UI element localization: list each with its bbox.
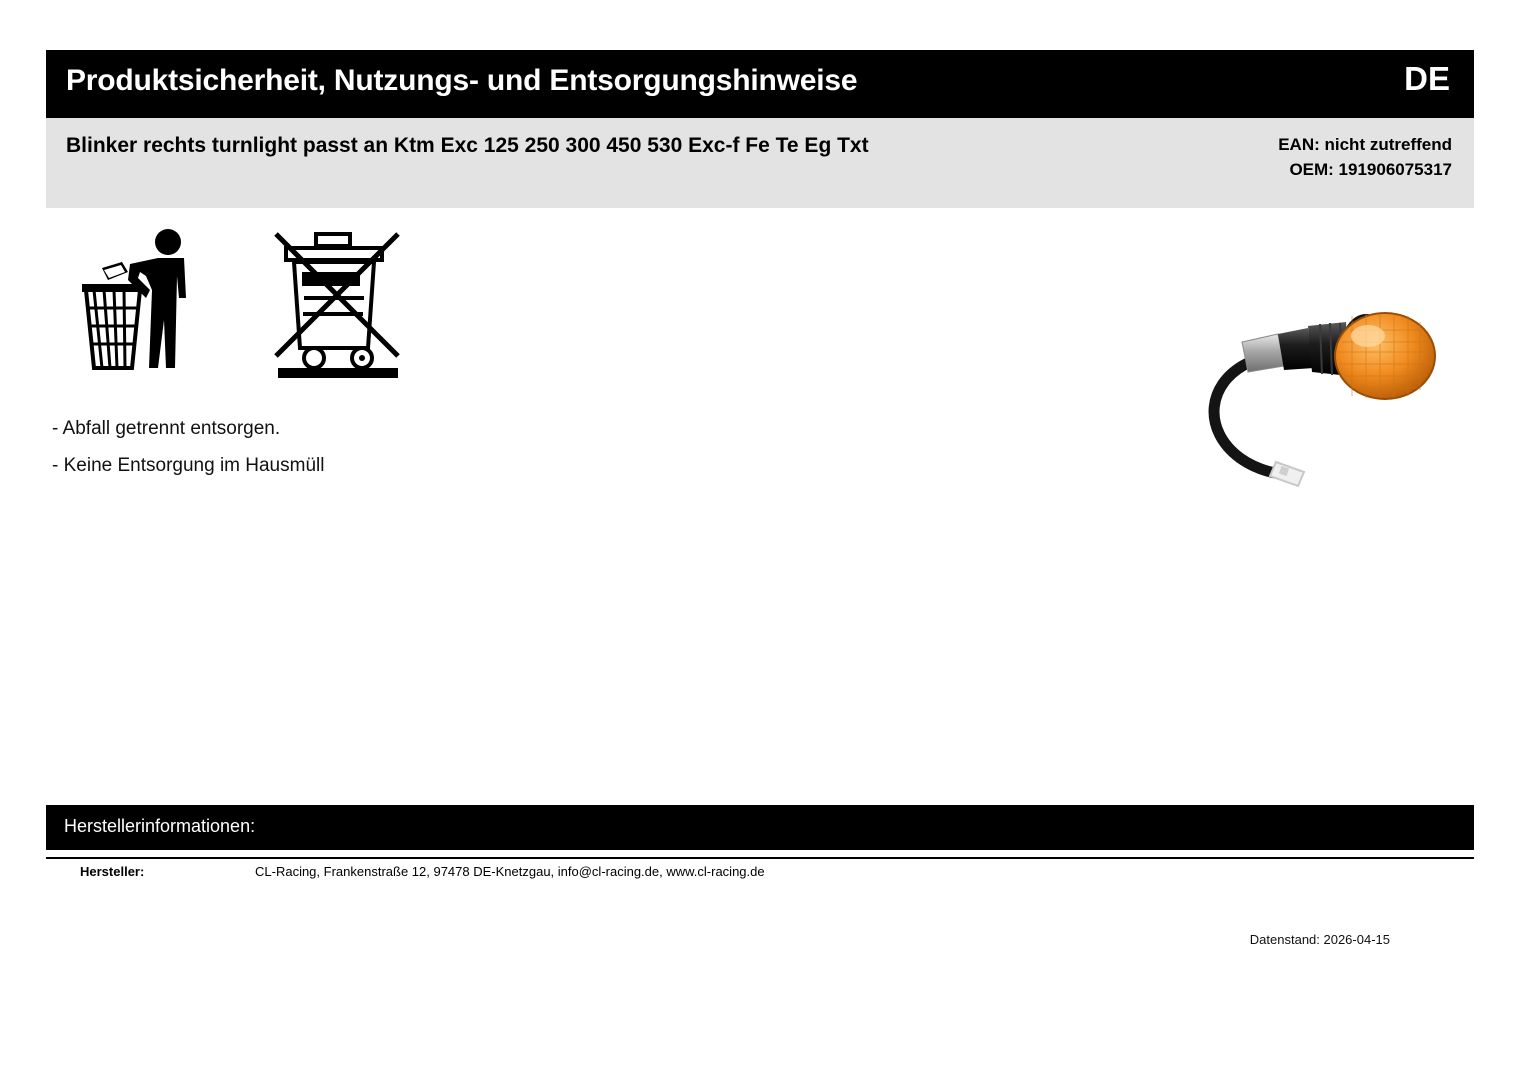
language-code: DE [1404, 60, 1450, 97]
litter-bin-icon [80, 228, 210, 378]
product-info-band [46, 118, 1474, 208]
ean-code: EAN: nicht zutreffend [1278, 135, 1452, 154]
manufacturer-heading: Herstellerinformationen: [64, 816, 256, 836]
oem-code: OEM: 191906075317 [1289, 160, 1452, 179]
data-status-date: Datenstand: 2026-04-15 [1249, 932, 1390, 947]
disposal-note: - Keine Entsorgung im Hausmüll [52, 455, 325, 476]
manufacturer-label: Hersteller: [80, 864, 145, 879]
pictogram-group [80, 228, 440, 378]
turn-signal-indicator-photo [1180, 290, 1470, 510]
page-title: Produktsicherheit, Nutzungs- und Entsorgungshinweise [66, 64, 858, 97]
document-header [46, 50, 1474, 118]
disposal-note: - Abfall getrennt entsorgen. [52, 418, 281, 439]
product-codes [1278, 132, 1452, 182]
weee-crossed-out-wheelie-bin-icon [270, 228, 410, 378]
manufacturer-address: CL-Racing, Frankenstraße 12, 97478 DE-Knetzgau, info@cl-racing.de, www.cl-racing.de [255, 864, 765, 879]
manufacturer-divider [46, 857, 1474, 859]
manufacturer-section-header [46, 805, 1474, 850]
disposal-notes [52, 410, 752, 484]
product-title: Blinker rechts turnlight passt an Ktm Exc 125 250 300 450 530 Exc-f Fe Te Eg Txt [66, 134, 869, 157]
